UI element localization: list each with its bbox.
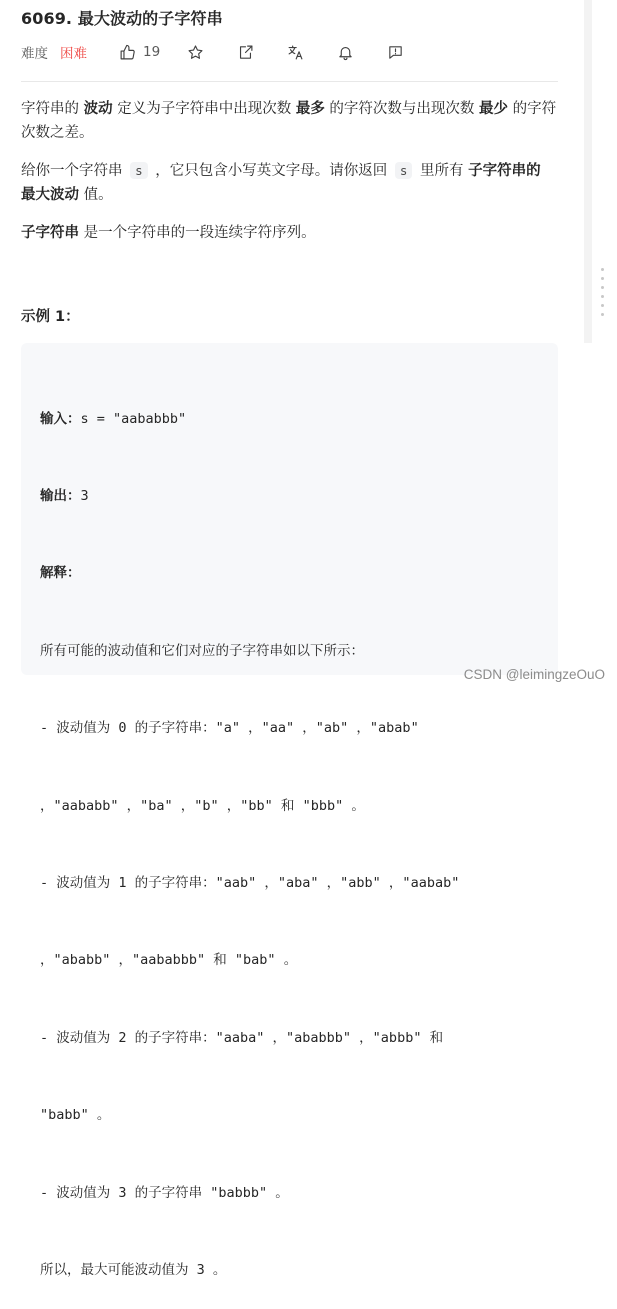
explanation-line: - 波动值为 2 的子字符串："aaba" ，"ababbb" ，"abbb" 和 [40, 1029, 444, 1046]
star-icon [187, 44, 204, 61]
term-least: 最少 [479, 101, 509, 117]
description-paragraph-2: 给你一个字符串 s ，它只包含小写英文字母。请你返回 s 里所有 子字符串的 最大波动 值。 [21, 163, 541, 203]
explanation-line: "babb" 。 [40, 1107, 111, 1124]
input-value: s = "aababbb" [80, 410, 187, 427]
problem-description [21, 97, 557, 259]
header-divider [21, 81, 558, 82]
explanation-line: - 波动值为 3 的子字符串 "babbb" 。 [40, 1184, 289, 1201]
explanation-line: ，"ababb" ，"aababbb" 和 "bab" 。 [40, 952, 298, 969]
explanation-line: 所以，最大可能波动值为 3 。 [40, 1261, 227, 1278]
drag-dot-icon [601, 295, 604, 298]
feedback-button[interactable] [387, 44, 404, 61]
term-most: 最多 [295, 101, 325, 117]
share-icon [237, 44, 254, 61]
like-count: 19 [143, 44, 161, 60]
explanation-line: - 波动值为 1 的子字符串："aab" ，"aba" ，"abb" ，"aabab" [40, 874, 460, 891]
like-button[interactable] [119, 44, 160, 61]
example-explain-line [40, 561, 540, 587]
description-paragraph-1: 字符串的 波动 定义为子字符串中出现次数 最多 的字符次数与出现次数 最少 的字符次数之差。 [21, 101, 557, 141]
panel-resize-handle[interactable] [596, 268, 608, 328]
term-max-wave: 子字符串的 最大波动 [21, 163, 541, 203]
favorite-button[interactable] [187, 44, 204, 61]
thumb-up-icon [119, 44, 136, 61]
example-output-line [40, 484, 540, 510]
example-title: 示例 1： [21, 309, 80, 325]
share-button[interactable] [237, 44, 254, 61]
content-scrollbar[interactable] [584, 0, 592, 343]
drag-dot-icon [601, 268, 604, 271]
translate-icon [287, 44, 304, 61]
term-wave: 波动 [83, 101, 113, 117]
explain-label: 解释： [40, 565, 81, 582]
explanation-line: ，"aababb" ，"ba" ，"b" ，"bb" 和 "bbb" 。 [40, 797, 365, 814]
description-paragraph-3: 子字符串 是一个字符串的一段连续字符序列。 [21, 225, 316, 241]
inline-code-s: s [395, 162, 413, 179]
csdn-watermark: CSDN @leimingzeOuO [463, 667, 605, 682]
bell-icon [337, 44, 354, 61]
drag-dot-icon [601, 277, 604, 280]
example-input-line [40, 407, 540, 433]
drag-dot-icon [601, 313, 604, 316]
output-label: 输出： [40, 487, 81, 504]
difficulty-badge: 困难 [60, 46, 87, 62]
problem-meta-bar [21, 40, 404, 64]
translate-button[interactable] [287, 44, 304, 61]
term-substring: 子字符串 [21, 225, 79, 241]
difficulty-label: 难度 [21, 46, 48, 62]
explanation-line: 所有可能的波动值和它们对应的子字符串如以下所示： [40, 642, 364, 659]
inline-code-s: s [130, 162, 148, 179]
drag-dot-icon [601, 286, 604, 289]
input-label: 输入： [40, 410, 81, 427]
feedback-icon [387, 44, 404, 61]
problem-title: 6069. 最大波动的子字符串 [21, 9, 223, 28]
drag-dot-icon [601, 304, 604, 307]
explanation-line: - 波动值为 0 的子字符串："a" ，"aa" ，"ab" ，"abab" [40, 720, 419, 737]
output-value: 3 [80, 487, 89, 504]
notify-button[interactable] [337, 44, 354, 61]
